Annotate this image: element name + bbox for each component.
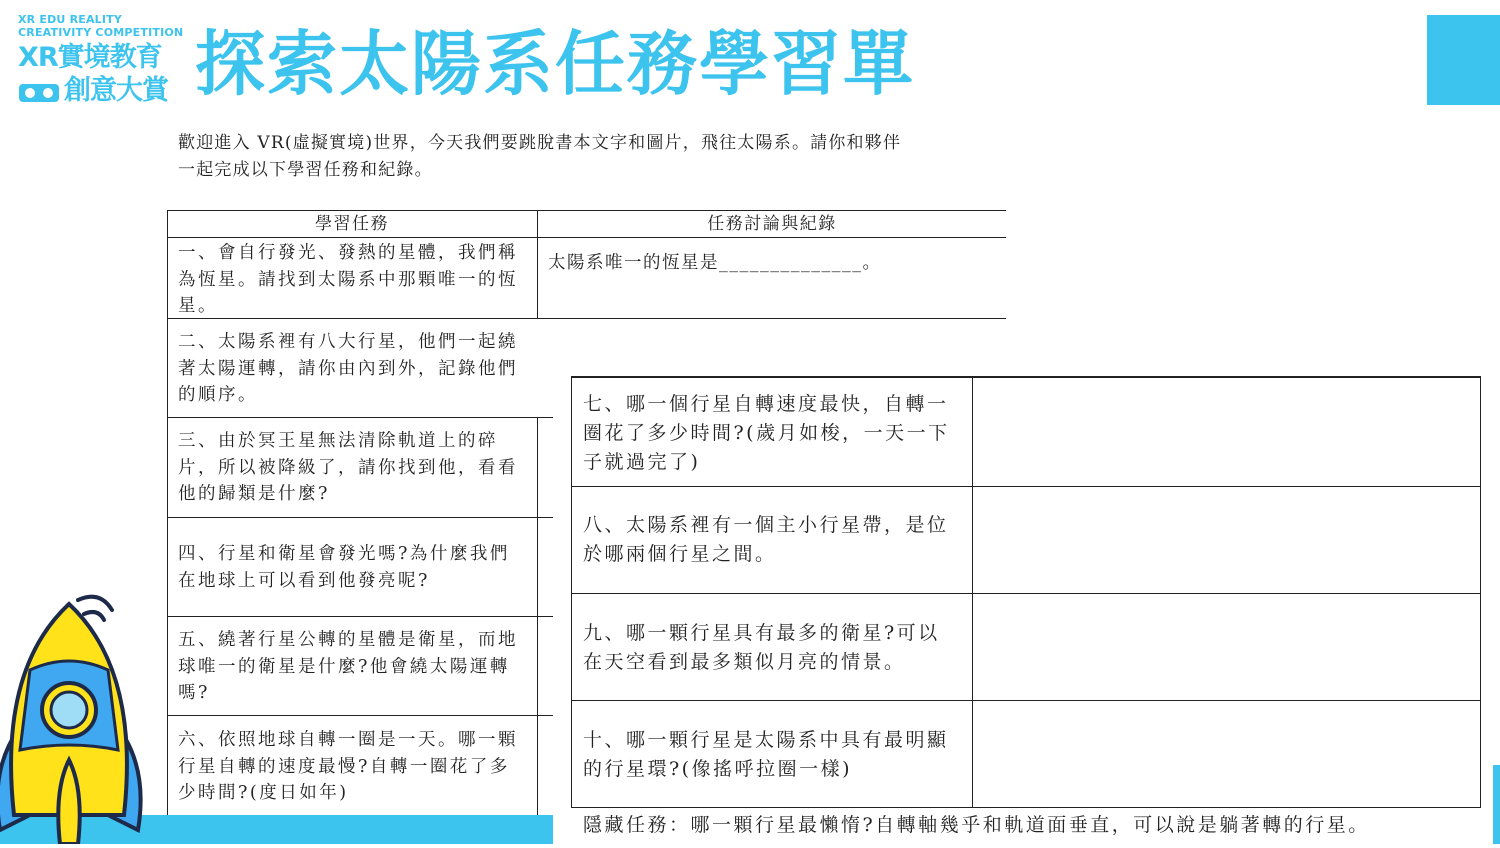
task-4: 四、行星和衛星會發光嗎?為什麼我們 在地球上可以看到他發亮呢?	[178, 544, 510, 591]
intro-line-2: 一起完成以下學習任務和紀錄。	[178, 160, 433, 180]
intro-text	[178, 130, 998, 184]
header-record: 任務討論與紀錄	[707, 214, 837, 234]
task-10: 十、哪一顆行星是太陽系中具有最明顯 的行星環?(像搖呼拉圈一樣)	[583, 729, 949, 780]
task-6: 六、依照地球自轉一圈是一天。哪一顆 行星自轉的速度最慢?自轉一圈花了多 少時間?(度日如年)	[178, 730, 518, 803]
decorative-square	[1427, 15, 1500, 105]
logo-line-2: CREATIVITY COMPETITION	[18, 26, 184, 39]
task-5: 五、繞著行星公轉的星體是衛星，而地 球唯一的衛星是什麼?他會繞太陽運轉 嗎?	[178, 630, 518, 703]
task-2: 二、太陽系裡有八大行星，他們一起繞 著太陽運轉，請你由內到外，記錄他們 的順序。	[178, 332, 518, 405]
vr-goggles-icon	[18, 82, 60, 108]
header-task: 學習任務	[315, 214, 389, 234]
task-8: 八、太陽系裡有一個主小行星帶，是位 於哪兩個行星之間。	[583, 514, 949, 565]
page-title: 探索太陽系任務學習單	[195, 23, 915, 105]
task-3: 三、由於冥王星無法清除軌道上的碎 片，所以被降級了，請你找到他，看看 他的歸類是什麼?	[178, 431, 518, 504]
hidden-task: 隱藏任務：哪一顆行星最懶惰?自轉軸幾乎和軌道面垂直，可以說是躺著轉的行星。	[583, 814, 1370, 836]
logo-line-1: XR EDU REALITY	[18, 13, 123, 26]
logo-line-4: 創意大賞	[64, 75, 168, 106]
task-9: 九、哪一顆行星具有最多的衛星?可以 在天空看到最多類似月亮的情景。	[583, 622, 940, 673]
task-1: 一、會自行發光、發熱的星體，我們稱 為恆星。請找到太陽系中那顆唯一的恆 星。	[178, 243, 518, 316]
intro-line-1: 歡迎進入 VR(虛擬實境)世界，今天我們要跳脫書本文字和圖片，飛往太陽系。請你和夥伴	[178, 133, 902, 153]
record-cell-1: 太陽系唯一的恆星是______________。	[548, 253, 882, 273]
task-7: 七、哪一個行星自轉速度最快，自轉一 圈花了多少時間?(歲月如梭，一天一下 子就過完了)	[583, 393, 950, 473]
logo-line-3: XR實境教育	[18, 42, 162, 73]
rocket-icon	[0, 580, 150, 848]
decorative-right-bar	[1493, 765, 1500, 844]
